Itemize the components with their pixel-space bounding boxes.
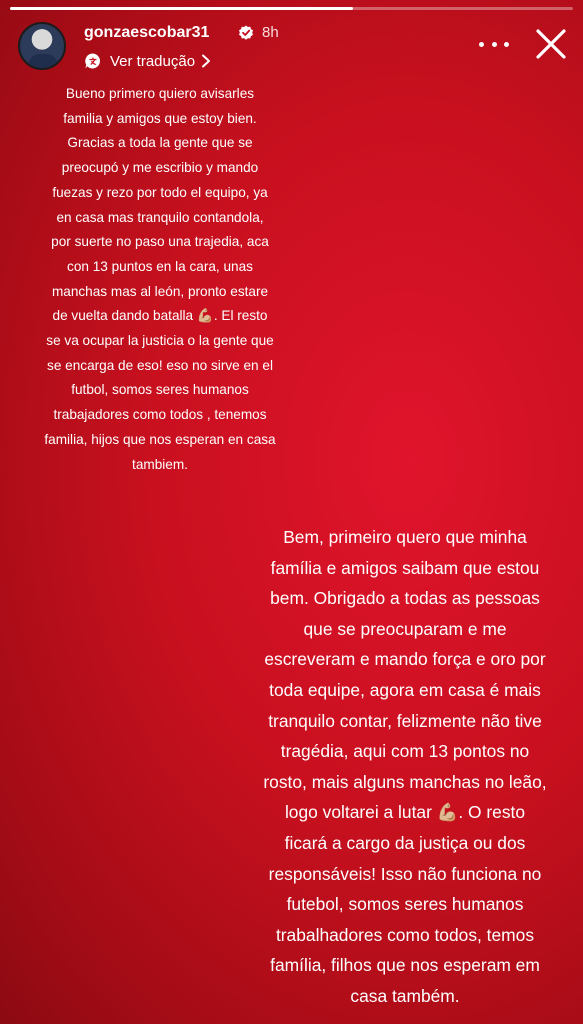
verified-badge-icon	[238, 25, 254, 41]
time-ago: 8h	[262, 24, 279, 41]
story-progress-fill	[10, 7, 353, 10]
username[interactable]: gonzaescobar31	[84, 24, 210, 41]
avatar[interactable]	[18, 22, 66, 70]
story-header	[18, 20, 569, 72]
translate-button[interactable]	[84, 50, 211, 72]
story-progress-bar	[10, 7, 573, 10]
chevron-right-icon	[201, 54, 211, 68]
translate-icon	[84, 52, 102, 70]
portuguese-text-block: Bem, primeiro quero que minha família e amigos saibam que estou bem. Obrigado a todas as pessoas que se preocuparam e me escreveram e mando força e oro por toda equipe, agora em casa é mais tranquilo contar, felizmente não tive tragédia, aqui com 13 pontos no rosto, mais alguns manchas no leão, logo voltarei a lutar 💪🏼. O resto ficará a cargo da justiça ou dos responsáveis! Isso não funciona no futebol, somos seres humanos trabalhadores como todos, temos família, filhos que nos esperam em casa também.	[263, 527, 547, 1006]
more-dots-icon[interactable]	[479, 34, 509, 54]
spanish-text-block: Bueno primero quiero avisarles familia y amigos que estoy bien. Gracias a toda la gente que se preocupó y me escribio y mando fuezas y rezo por todo el equipo, ya en casa mas tranquilo contandola, por suerte no paso una trajedia, aca con 13 puntos en la cara, unas manchas mas al león, pronto estare de vuelta dando batalla 💪🏼. El resto se va ocupar la justicia o la gente que se encarga de eso! eso no sirve en el futbol, somos seres humanos trabajadores como todos , tenemos familia, hijos que nos esperan en casa tambiem.	[44, 86, 276, 472]
close-icon[interactable]	[533, 26, 569, 62]
translate-label: Ver tradução	[110, 52, 196, 70]
